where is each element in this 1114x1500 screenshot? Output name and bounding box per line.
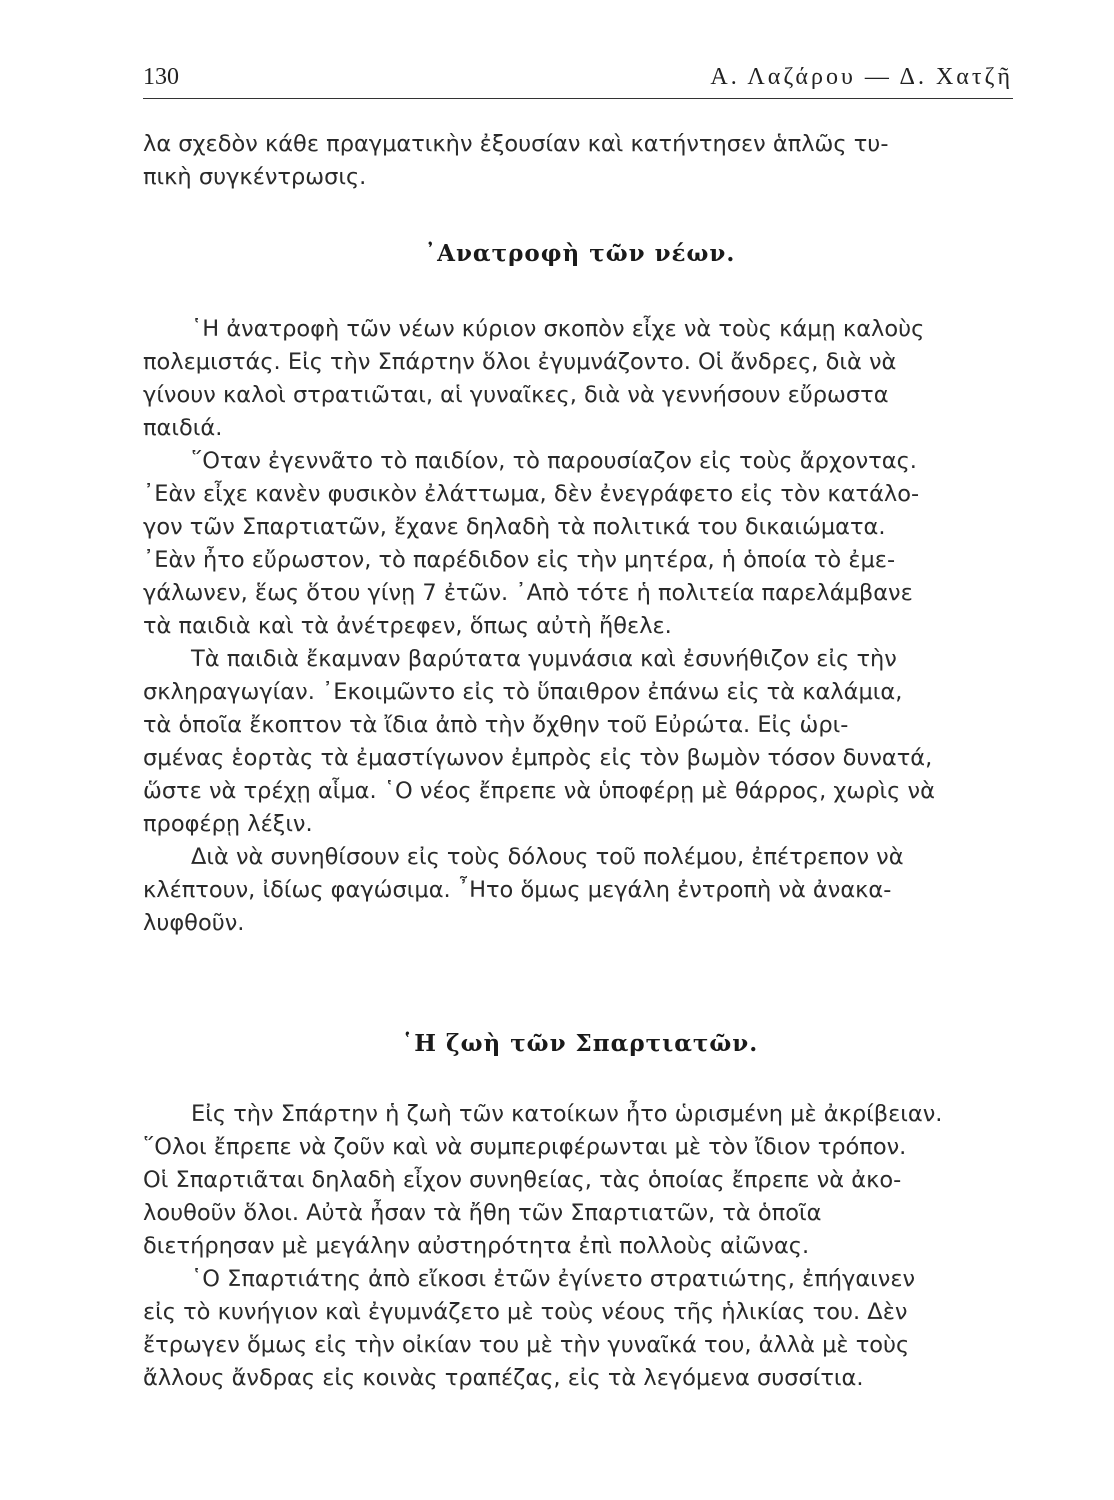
- text-line: γίνουν καλοὶ στρατιῶται, αἱ γυναῖκες, διὰ νὰ γεννήσουν εὔρωστα: [143, 382, 889, 408]
- text-line: σμένας ἑορτὰς τὰ ἐμαστίγωνον ἐμπρὸς εἰς τὸν βωμὸν τόσον δυνατά,: [143, 745, 933, 771]
- text-line: τὰ παιδιὰ καὶ τὰ ἀνέτρεφεν, ὅπως αὐτὴ ἤθελε.: [143, 613, 672, 639]
- text-line: Διὰ νὰ συνηθίσουν εἰς τοὺς δόλους τοῦ πολέμου, ἐπέτρεπον νὰ: [191, 844, 904, 870]
- section-upbringing-text: [143, 313, 1017, 940]
- page-number: 130: [143, 64, 179, 90]
- paragraph-continuation: [143, 128, 1017, 194]
- text-line: παιδιά.: [143, 415, 223, 441]
- text-line: σκληραγωγίαν. ᾿Εκοιμῶντο εἰς τὸ ὕπαιθρον ἐπάνω εἰς τὰ καλάμια,: [143, 679, 903, 705]
- text-line: ῾Η ἀνατροφὴ τῶν νέων κύριον σκοπὸν εἶχε νὰ τοὺς κάμῃ καλοὺς: [191, 316, 925, 342]
- text-line: προφέρῃ λέξιν.: [143, 811, 313, 837]
- text-line: Εἰς τὴν Σπάρτην ἡ ζωὴ τῶν κατοίκων ἦτο ὡρισμένη μὲ ἀκρίβειαν.: [191, 1101, 943, 1127]
- text-line: ῞Οταν ἐγεννᾶτο τὸ παιδίον, τὸ παρουσίαζον εἰς τοὺς ἄρχοντας.: [191, 448, 917, 474]
- text-line: κλέπτουν, ἰδίως φαγώσιμα. ῏Ητο ὅμως μεγάλη ἐντροπὴ νὰ ἀνακα-: [143, 877, 892, 903]
- text-line: ῾Ο Σπαρτιάτης ἀπὸ εἴκοσι ἐτῶν ἐγίνετο στρατιώτης, ἐπήγαινεν: [191, 1266, 916, 1292]
- section-life-text: [143, 1098, 1017, 1395]
- text-line: ἄλλους ἄνδρας εἰς κοινὰς τραπέζας, εἰς τὰ λεγόμενα συσσίτια.: [143, 1365, 864, 1391]
- section-heading-upbringing: ᾿Ανατροφὴ τῶν νέων.: [424, 240, 736, 267]
- text-line: γάλωνεν, ἕως ὅτου γίνῃ 7 ἐτῶν. ᾿Απὸ τότε ἡ πολιτεία παρελάμβανε: [143, 580, 913, 606]
- text-line: λουθοῦν ὅλοι. Αὐτὰ ἦσαν τὰ ἤθη τῶν Σπαρτιατῶν, τὰ ὁποῖα: [143, 1200, 822, 1226]
- text-line: εἰς τὸ κυνήγιον καὶ ἐγυμνάζετο μὲ τοὺς νέους τῆς ἡλικίας του. Δὲν: [143, 1299, 908, 1325]
- text-line: ἔτρωγεν ὅμως εἰς τὴν οἰκίαν του μὲ τὴν γυναῖκά του, ἀλλὰ μὲ τοὺς: [143, 1332, 910, 1358]
- text-line: τὰ ὁποῖα ἔκοπτον τὰ ἴδια ἀπὸ τὴν ὄχθην τοῦ Εὐρώτα. Εἰς ὡρι-: [143, 712, 849, 738]
- running-head: Α. Λαζάρου — Δ. Χατζῆ: [710, 64, 1013, 90]
- text-line: πολεμιστάς. Εἰς τὴν Σπάρτην ὅλοι ἐγυμνάζοντο. Οἱ ἄνδρες, διὰ νὰ: [143, 349, 897, 375]
- text-line: γον τῶν Σπαρτιατῶν, ἔχανε δηλαδὴ τὰ πολιτικά του δικαιώματα.: [143, 514, 886, 540]
- text-line: λα σχεδὸν κάθε πραγματικὴν ἐξουσίαν καὶ κατήντησεν ἁπλῶς τυ-: [143, 131, 889, 157]
- page-header: [143, 62, 1013, 99]
- text-line: ᾿Εὰν εἶχε κανὲν φυσικὸν ἐλάττωμα, δὲν ἐνεγράφετο εἰς τὸν κατάλο-: [143, 481, 920, 507]
- text-line: πικὴ συγκέντρωσις.: [143, 164, 367, 190]
- text-line: διετήρησαν μὲ μεγάλην αὐστηρότητα ἐπὶ πολλοὺς αἰῶνας.: [143, 1233, 810, 1259]
- text-line: ὥστε νὰ τρέχῃ αἷμα. ῾Ο νέος ἔπρεπε νὰ ὑποφέρῃ μὲ θάρρος, χωρὶς νὰ: [143, 778, 935, 804]
- text-line: ᾿Εὰν ἦτο εὔρωστον, τὸ παρέδιδον εἰς τὴν μητέρα, ἡ ὁποία τὸ ἐμε-: [143, 547, 896, 573]
- text-line: Τὰ παιδιὰ ἔκαμναν βαρύτατα γυμνάσια καὶ ἐσυνήθιζον εἰς τὴν: [191, 646, 897, 672]
- section-heading-life: ῾Η ζωὴ τῶν Σπαρτιατῶν.: [401, 1030, 759, 1057]
- text-line: λυφθοῦν.: [143, 910, 245, 936]
- text-line: Οἱ Σπαρτιᾶται δηλαδὴ εἶχον συνηθείας, τὰς ὁποίας ἔπρεπε νὰ ἀκο-: [143, 1167, 902, 1193]
- text-line: ῞Ολοι ἔπρεπε νὰ ζοῦν καὶ νὰ συμπεριφέρωνται μὲ τὸν ἴδιον τρόπον.: [143, 1134, 907, 1160]
